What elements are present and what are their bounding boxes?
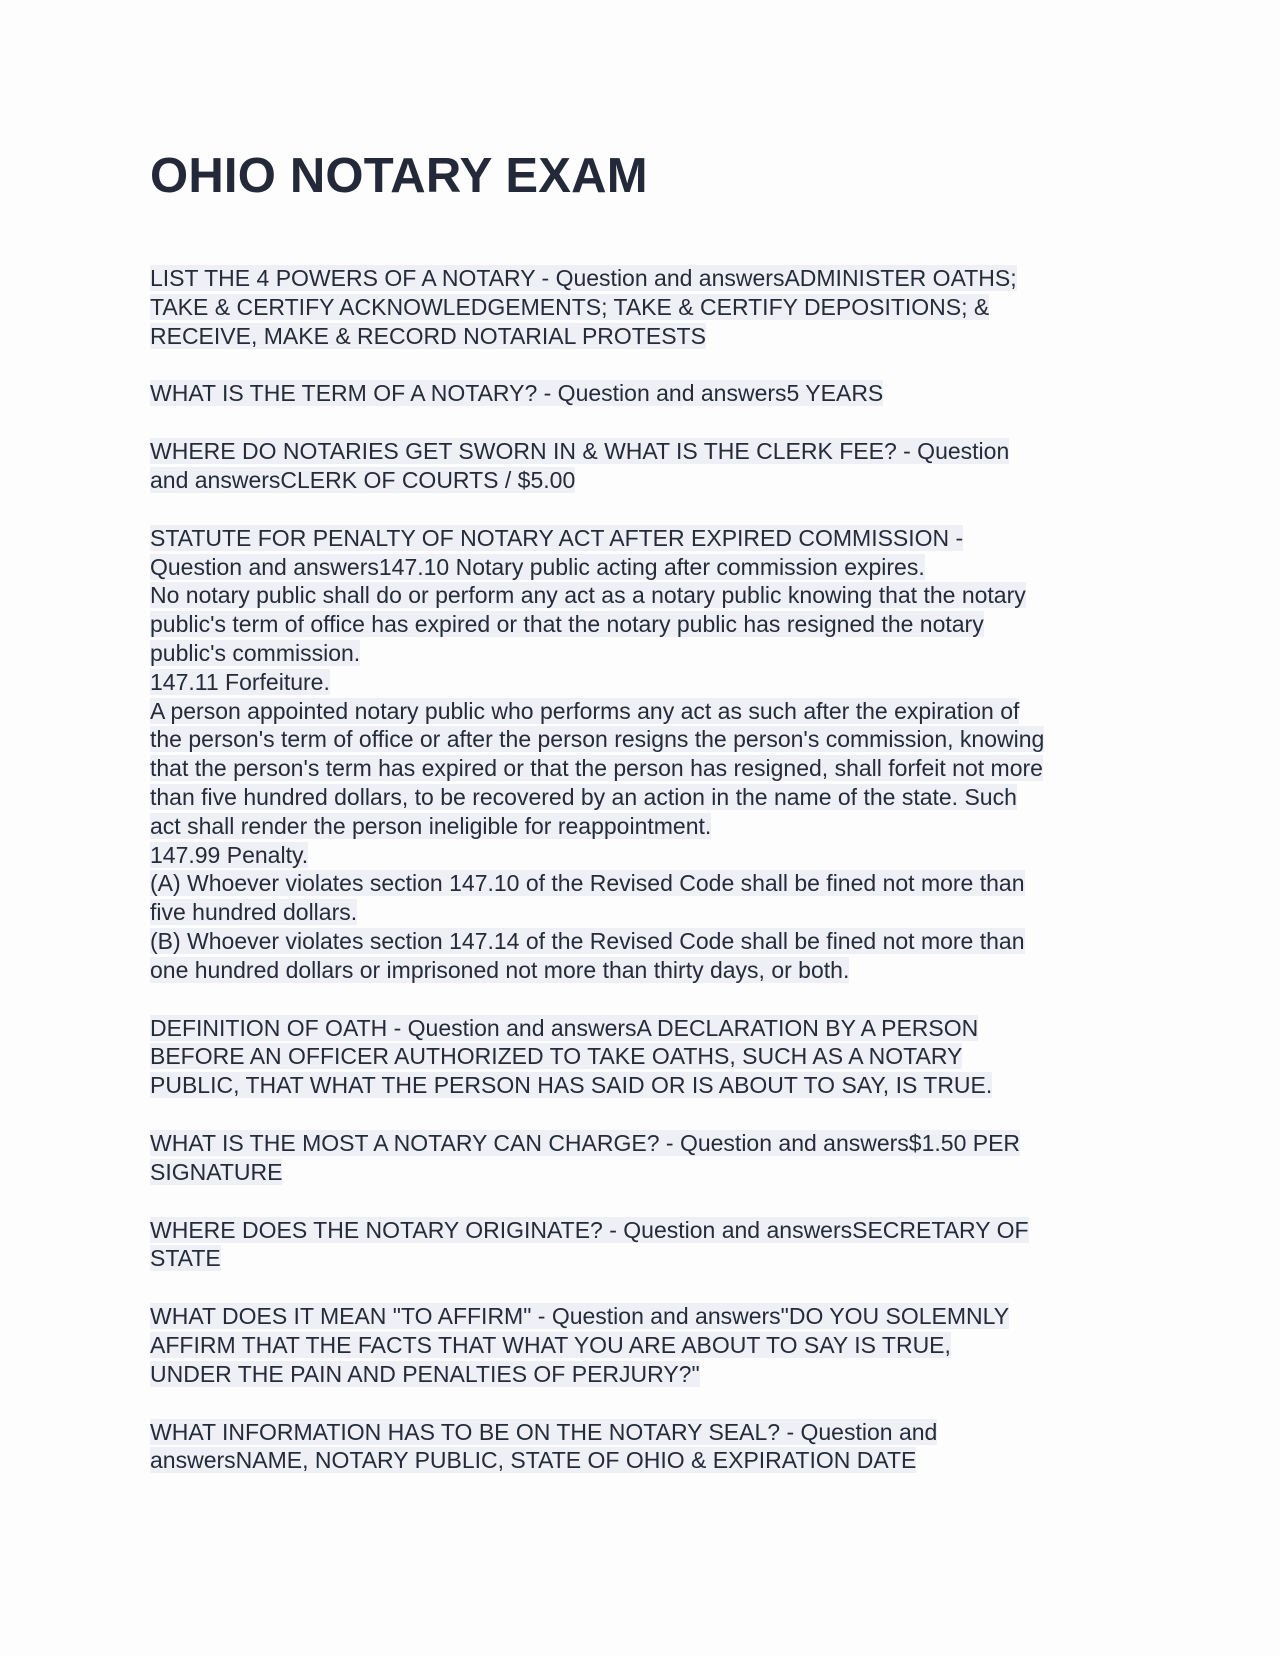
qa-entry	[150, 1014, 1130, 1100]
qa-line	[150, 1446, 1130, 1475]
qa-line-text: AFFIRM THAT THE FACTS THAT WHAT YOU ARE ABOUT TO SAY IS TRUE,	[150, 1331, 951, 1358]
qa-list	[150, 264, 1130, 1475]
qa-line	[150, 783, 1130, 812]
qa-line-text: UNDER THE PAIN AND PENALTIES OF PERJURY?"	[150, 1360, 700, 1387]
qa-line	[150, 1360, 1130, 1389]
qa-line-text: the person's term of office or after the person resigns the person's commission, knowing	[150, 726, 1045, 753]
qa-line-text: and answersCLERK OF COURTS / $5.00	[150, 466, 576, 493]
qa-line	[150, 1158, 1130, 1187]
qa-line	[150, 639, 1130, 668]
qa-line-text: RECEIVE, MAKE & RECORD NOTARIAL PROTESTS	[150, 322, 706, 349]
qa-line	[150, 581, 1130, 610]
qa-line	[150, 1302, 1130, 1331]
qa-line	[150, 322, 1130, 351]
qa-line-text: No notary public shall do or perform any act as a notary public knowing that the notary	[150, 582, 1026, 609]
qa-line-text: WHERE DOES THE NOTARY ORIGINATE? - Question and answersSECRETARY OF	[150, 1216, 1029, 1243]
qa-line	[150, 1418, 1130, 1447]
qa-line	[150, 437, 1130, 466]
qa-line-text: SIGNATURE	[150, 1158, 283, 1185]
qa-line-text: than five hundred dollars, to be recovered by an action in the name of the state. Such	[150, 783, 1017, 810]
qa-line-text: WHAT DOES IT MEAN "TO AFFIRM" - Question and answers"DO YOU SOLEMNLY	[150, 1303, 1010, 1330]
qa-line	[150, 841, 1130, 870]
qa-line	[150, 956, 1130, 985]
qa-line	[150, 1216, 1130, 1245]
document-page	[150, 148, 1130, 1504]
qa-line	[150, 754, 1130, 783]
qa-line	[150, 466, 1130, 495]
qa-line-text: TAKE & CERTIFY ACKNOWLEDGEMENTS; TAKE & CERTIFY DEPOSITIONS; &	[150, 293, 990, 320]
qa-entry	[150, 1302, 1130, 1388]
qa-line	[150, 812, 1130, 841]
qa-line	[150, 379, 1130, 408]
qa-entry	[150, 1418, 1130, 1476]
qa-line-text: LIST THE 4 POWERS OF A NOTARY - Question and answersADMINISTER OATHS;	[150, 265, 1017, 291]
qa-line	[150, 1244, 1130, 1273]
qa-line	[150, 524, 1130, 553]
qa-entry	[150, 1216, 1130, 1274]
qa-line-text: WHAT IS THE MOST A NOTARY CAN CHARGE? - Question and answers$1.50 PER	[150, 1129, 1021, 1156]
qa-line	[150, 1042, 1130, 1071]
qa-line-text: (B) Whoever violates section 147.14 of the Revised Code shall be fined not more than	[150, 927, 1025, 954]
qa-line	[150, 293, 1130, 322]
qa-line	[150, 610, 1130, 639]
qa-line-text: answersNAME, NOTARY PUBLIC, STATE OF OHIO & EXPIRATION DATE	[150, 1447, 917, 1474]
qa-line-text: BEFORE AN OFFICER AUTHORIZED TO TAKE OATHS, SUCH AS A NOTARY	[150, 1043, 963, 1070]
qa-line	[150, 898, 1130, 927]
qa-entry	[150, 437, 1130, 495]
qa-line	[150, 1014, 1130, 1043]
qa-line	[150, 697, 1130, 726]
qa-line-text: STATE	[150, 1245, 221, 1272]
qa-line-text: DEFINITION OF OATH - Question and answersA DECLARATION BY A PERSON	[150, 1014, 979, 1041]
qa-line-text: one hundred dollars or imprisoned not more than thirty days, or both.	[150, 956, 850, 983]
qa-line-text: five hundred dollars.	[150, 899, 358, 926]
qa-entry	[150, 524, 1130, 985]
qa-line-text: public's term of office has expired or that the notary public has resigned the notary	[150, 611, 984, 638]
qa-line-text: Question and answers147.10 Notary public acting after commission expires.	[150, 553, 925, 580]
qa-line-text: STATUTE FOR PENALTY OF NOTARY ACT AFTER EXPIRED COMMISSION -	[150, 524, 964, 551]
qa-line	[150, 869, 1130, 898]
document-title: OHIO NOTARY EXAM	[150, 149, 648, 203]
qa-line	[150, 264, 1130, 293]
qa-line-text: act shall render the person ineligible for reappointment.	[150, 812, 712, 839]
qa-entry	[150, 1129, 1130, 1187]
qa-line	[150, 1071, 1130, 1100]
qa-line-text: WHAT IS THE TERM OF A NOTARY? - Question and answers5 YEARS	[150, 380, 884, 407]
qa-line	[150, 1129, 1130, 1158]
qa-line-text: public's commission.	[150, 639, 361, 666]
qa-line	[150, 927, 1130, 956]
qa-entry	[150, 379, 1130, 408]
qa-entry	[150, 264, 1130, 350]
qa-line	[150, 1331, 1130, 1360]
qa-line-text: that the person's term has expired or that the person has resigned, shall forfeit not more	[150, 755, 1043, 782]
qa-line-text: WHERE DO NOTARIES GET SWORN IN & WHAT IS THE CLERK FEE? - Question	[150, 438, 1010, 465]
qa-line-text: 147.99 Penalty.	[150, 841, 309, 868]
qa-line	[150, 725, 1130, 754]
qa-line-text: (A) Whoever violates section 147.10 of the Revised Code shall be fined not more than	[150, 870, 1025, 897]
qa-line-text: WHAT INFORMATION HAS TO BE ON THE NOTARY SEAL? - Question and	[150, 1418, 938, 1445]
qa-line	[150, 668, 1130, 697]
qa-line-text: PUBLIC, THAT WHAT THE PERSON HAS SAID OR IS ABOUT TO SAY, IS TRUE.	[150, 1072, 993, 1099]
qa-line-text: A person appointed notary public who performs any act as such after the expiration of	[150, 697, 1020, 724]
qa-line	[150, 553, 1130, 582]
qa-line-text: 147.11 Forfeiture.	[150, 668, 330, 695]
